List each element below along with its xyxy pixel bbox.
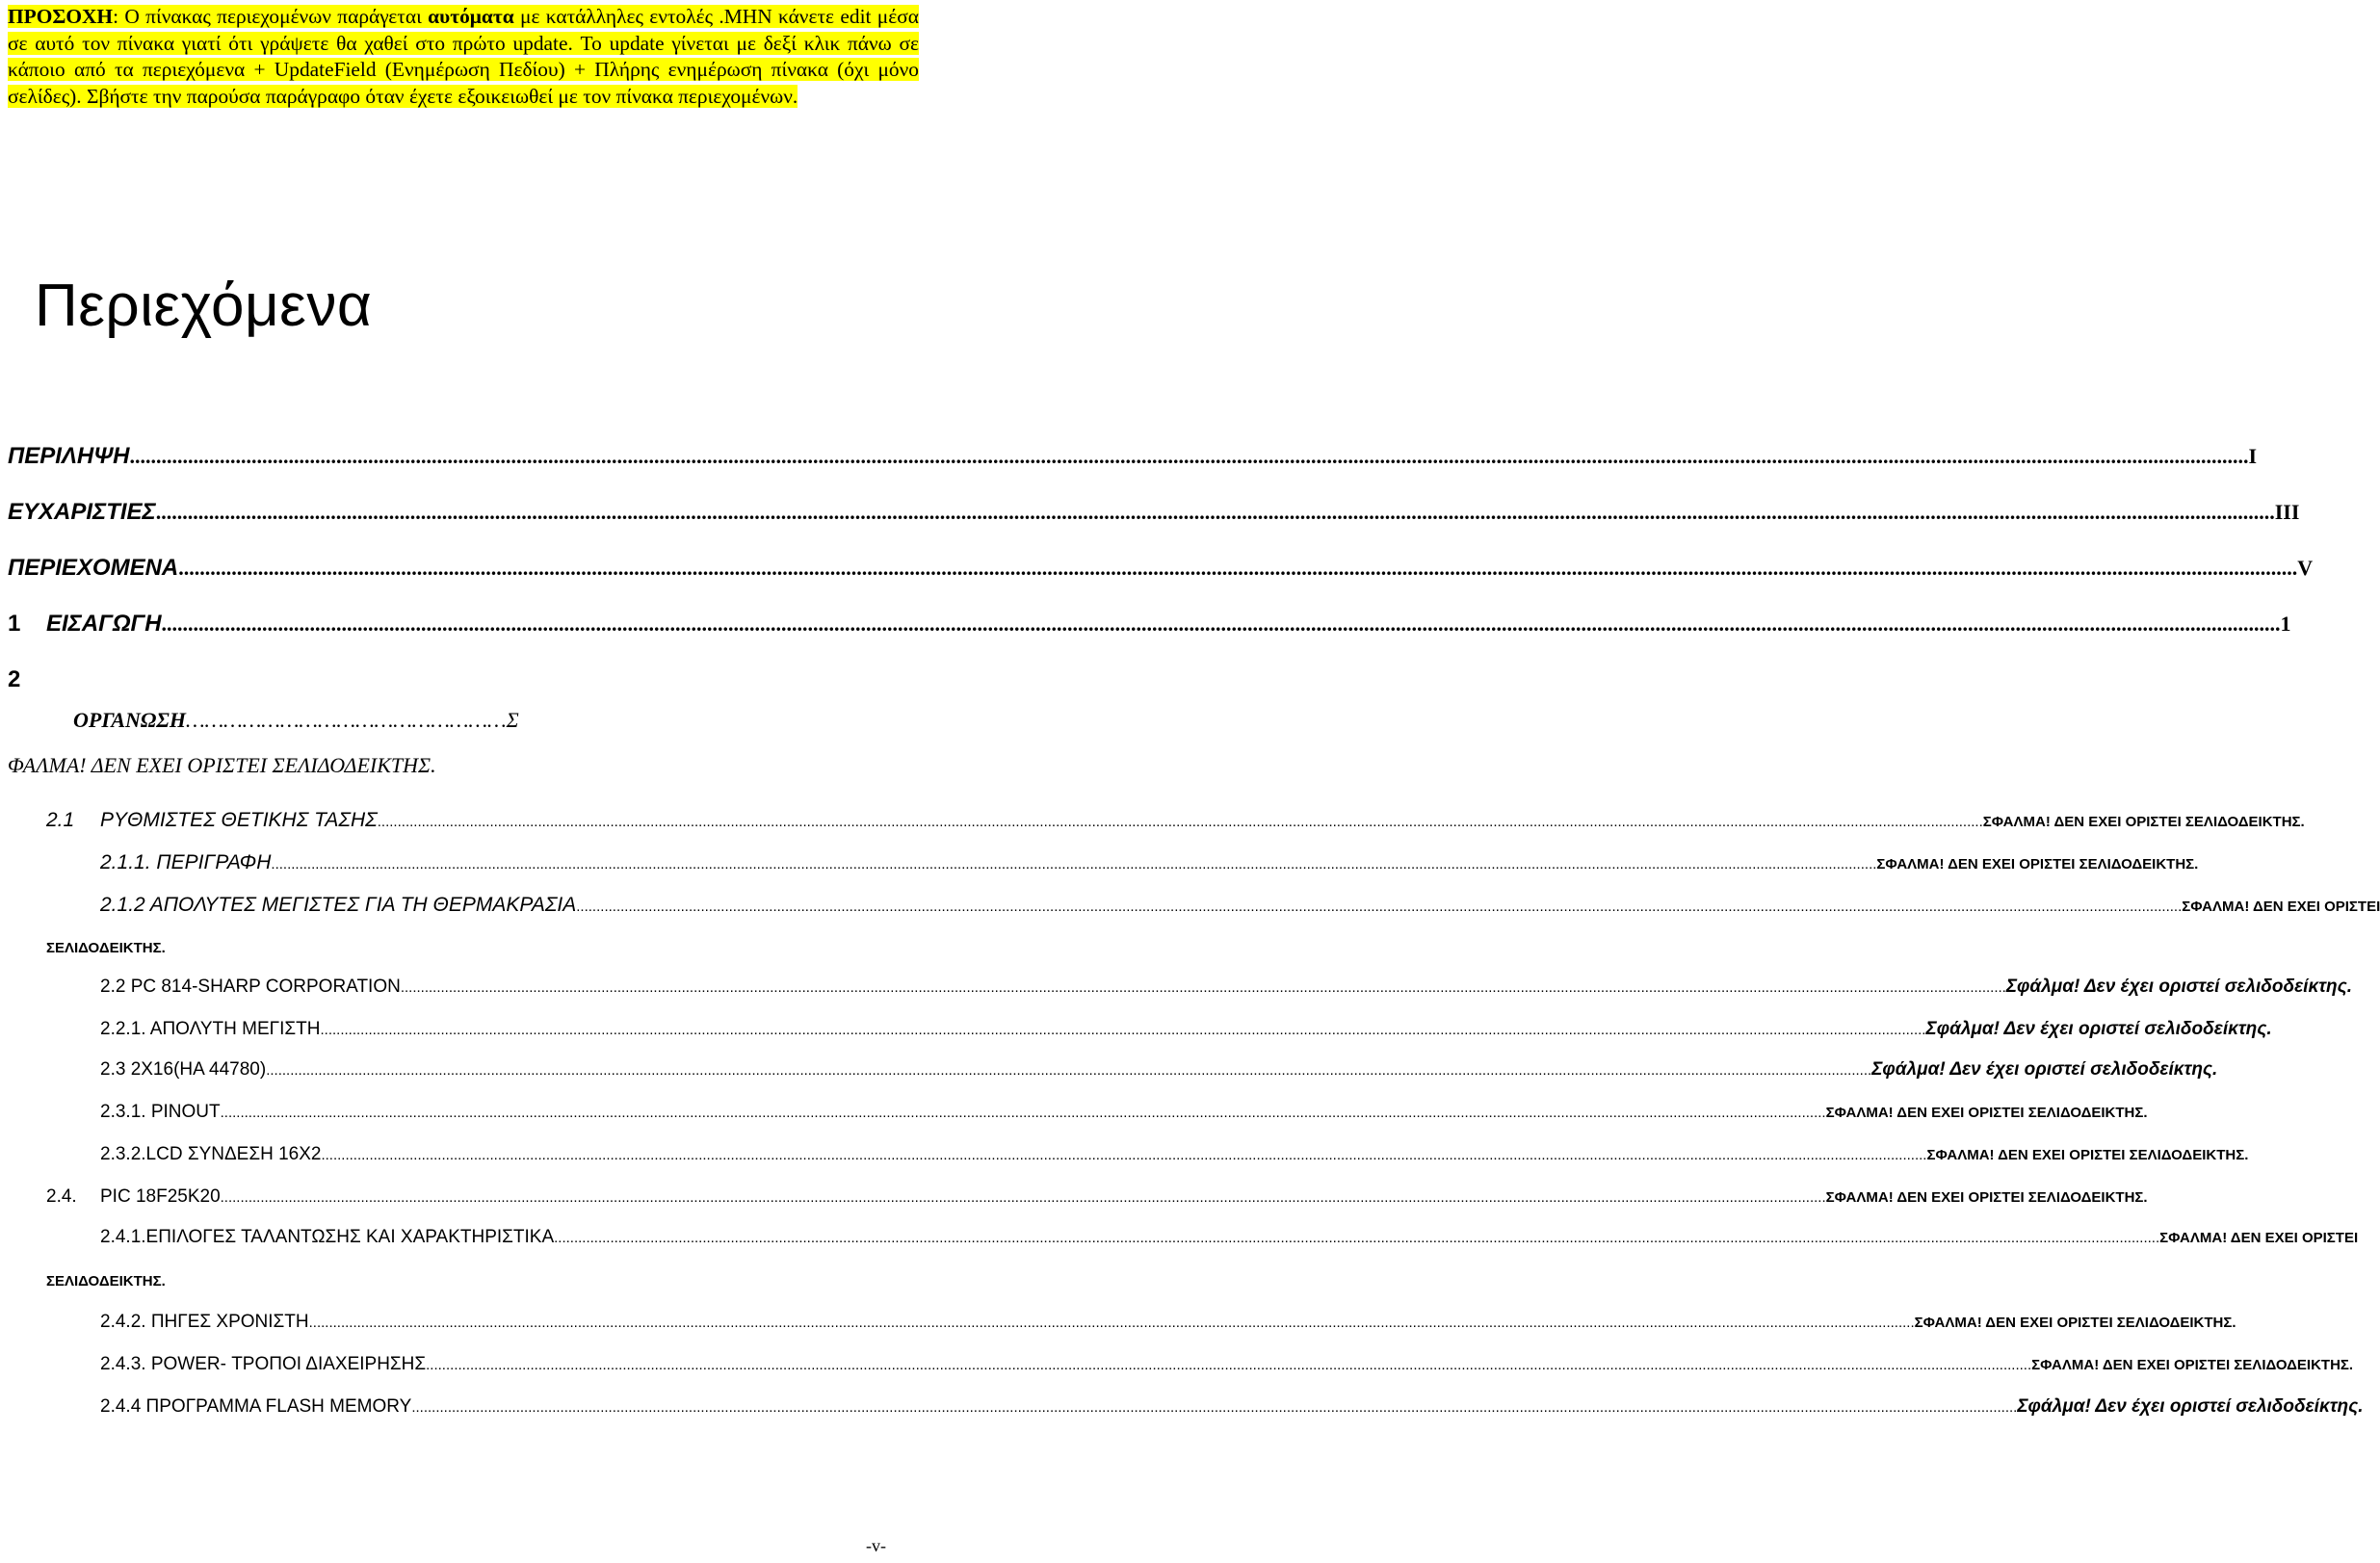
toc-error-text: ΣΦΑΛΜΑ! ΔΕΝ ΕΧΕΙ ΟΡΙΣΤΕΙ ΣΕΛΙΔΟΔΕΙΚΤΗΣ. [1825,1105,2148,1121]
toc-error-text: Σφάλμα! Δεν έχει οριστεί σελιδοδείκτης. [1871,1059,2218,1080]
dot-leader: ................................................................................................................................................................................................................................................................................................................................................................................................................ [321,1147,1927,1163]
toc-error-text: Σ [506,708,519,732]
toc-error-text: ΣΕΛΙΔΟΔΕΙΚΤΗΣ. [46,1273,166,1289]
toc-error-text: Σφάλμα! Δεν έχει οριστεί σελιδοδείκτης. [1925,1019,2272,1039]
toc-entry-label: 2.4.3. POWER- ΤΡΟΠΟΙ ΔΙΑΧΕΙΡΗΣΗΣ [100,1354,427,1374]
toc-title: Περιεχόμενα [35,273,373,339]
toc-entry-label: 2.4.4 ΠΡΟΓΡΑΜΜΑ FLASH MEMORY [100,1396,412,1417]
toc-entry-label: 2.1.2 ΑΠΟΛΥΤΕΣ ΜΕΓΙΣΤΕΣ ΓΙΑ ΤΗ ΘΕΡΜΑΚΡΑΣΙΑ [100,894,577,916]
toc-entry-label: ΡΥΘΜΙΣΤΕΣ ΘΕΤΙΚΗΣ ΤΑΣΗΣ [100,809,378,831]
toc-error-text: Σφάλμα! Δεν έχει οριστεί σελιδοδείκτης. [2017,1396,2364,1417]
dot-leader: ................................................................................................................................................................................................................................................................................................................................................................................................................ [129,444,2249,468]
notice-lead: ΠΡΟΣΟΧΗ [8,5,114,28]
toc-entry-label: 2.2 PC 814-SHARP CORPORATION [100,977,401,997]
notice-text-2: με κατάλληλες εντολές .ΜΗΝ κάνετε edit μέσα σε αυτό τον πίνακα γιατί ότι γράψετε θα χαθεί στο πρώτο update. Το update γίνεται με δεξί κλικ πάνω σε κάποιο από τα περιεχόμενα + UpdateField (Ενημέρωση Πεδίου) + Πλήρης ενημέρωση πίνακα (όχι μόνο σελίδες). Σβήστε την παρούσα παράγραφο όταν έχετε εξοικειωθεί με τον πίνακα περιεχομένων. [8,5,919,108]
toc-entry-label: 2.3.2.LCD ΣΥΝΔΕΣΗ 16Χ2 [100,1144,322,1164]
dot-leader: ................................................................................................................................................................................................................................................................................................................................................................................................................ [308,1315,1915,1331]
toc-error-text: Σφάλμα! Δεν έχει οριστεί σελιδοδείκτης. [2005,977,2352,997]
toc-error-text: ΣΦΑΛΜΑ! ΔΕΝ ΕΧΕΙ ΟΡΙΣΤΕΙ [2159,1230,2359,1246]
toc-entry-2-1[interactable] [46,809,2305,832]
page-number-footer: -v- [866,1536,886,1555]
dot-leader: ................................................................................................................................................................................................................................................................................................................................................................................................................ [178,556,2298,580]
toc-entry-2-4-2[interactable] [100,1312,2236,1333]
toc-entry-number: 1 [8,611,21,637]
toc-page-number: 1 [2280,612,2291,636]
toc-entry-org[interactable] [73,708,519,733]
notice-text-1: : Ο πίνακας περιεχομένων παράγεται [113,5,429,28]
toc-entry-label: 2.3 2X16(HA 44780) [100,1059,267,1080]
dot-leader: ................................................................................................................................................................................................................................................................................................................................................................................................................ [320,1022,1926,1038]
toc-entry-2-3[interactable] [100,1059,2218,1081]
toc-notice [8,4,919,110]
dot-leader: ................................................................................................................................................................................................................................................................................................................................................................................................................ [576,899,2183,915]
toc-error-text: ΣΦΑΛΜΑ! ΔΕΝ ΕΧΕΙ ΟΡΙΣΤΕΙ ΣΕΛΙΔΟΔΕΙΚΤΗΣ. [1825,1189,2148,1206]
dot-leader: ................................................................................................................................................................................................................................................................................................................................................................................................................ [155,500,2275,524]
toc-entry-2-1-1[interactable] [100,851,2199,874]
toc-entry-label: 2.3.1. PINOUT [100,1102,221,1122]
toc-error-text: ΣΦΑΛΜΑ! ΔΕΝ ΕΧΕΙ ΟΡΙΣΤΕΙ ΣΕΛΙΔΟΔΕΙΚΤΗΣ. [1876,856,2199,873]
toc-entry-label: ΕΙΣΑΓΩΓΗ [46,611,162,637]
toc-entry-label: ΟΡΓΑΝΩΣΗ [73,708,187,732]
toc-entry-label: 2.1.1. ΠΕΡΙΓΡΑΦΗ [100,851,272,873]
toc-page-number: V [2297,556,2314,580]
toc-entry-label: ΠΕΡΙΕΧΟΜΕΝΑ [8,555,179,581]
dot-leader: ................................................................................................................................................................................................................................................................................................................................................................................................................ [426,1357,2032,1373]
toc-error-text: ΣΦΑΛΜΑ! ΔΕΝ ΕΧΕΙ ΟΡΙΣΤΕΙ ΣΕΛΙΔΟΔΕΙΚΤΗΣ. [1982,814,2305,830]
dot-leader: …………………………………………… [186,708,507,732]
dot-leader: ................................................................................................................................................................................................................................................................................................................................................................................................................ [554,1230,2160,1246]
dot-leader: ................................................................................................................................................................................................................................................................................................................................................................................................................ [377,814,1983,830]
toc-entry-label: 2.4.1.ΕΠΙΛΟΓΕΣ ΤΑΛΑΝΤΩΣΗΣ ΚΑΙ ΧΑΡΑΚΤΗΡΙΣΤΙΚΑ [100,1227,555,1247]
toc-entry-2-4-4[interactable] [100,1396,2364,1418]
toc-entry-label: 2.2.1. ΑΠΟΛΥΤΗ ΜΕΓΙΣΤΗ [100,1019,321,1039]
toc-page-number: I [2248,444,2258,468]
toc-error-text: ΦΑΛΜΑ! ΔΕΝ ΕΧΕΙ ΟΡΙΣΤΕΙ ΣΕΛΙΔΟΔΕΙΚΤΗΣ. [8,753,436,777]
toc-entry-number: 2.4. [46,1186,77,1207]
toc-entry-intro[interactable] [8,611,2291,638]
dot-leader: ................................................................................................................................................................................................................................................................................................................................................................................................................ [411,1399,2018,1416]
dot-leader: ................................................................................................................................................................................................................................................................................................................................................................................................................ [400,979,2006,996]
toc-entry-contents[interactable] [8,555,2314,582]
toc-entry-2-3-2[interactable] [100,1144,2249,1165]
toc-error-text: ΣΦΑΛΜΑ! ΔΕΝ ΕΧΕΙ ΟΡΙΣΤΕΙ ΣΕΛΙΔΟΔΕΙΚΤΗΣ. [1926,1147,2249,1163]
dot-leader: ................................................................................................................................................................................................................................................................................................................................................................................................................ [266,1062,1872,1079]
toc-error-text: ΣΦΑΛΜΑ! ΔΕΝ ΕΧΕΙ ΟΡΙΣΤΕΙ ΣΕΛΙΔΟΔΕΙΚΤΗΣ. [2031,1357,2354,1373]
toc-entry-label: ΕΥΧΑΡΙΣΤΙΕΣ [8,499,156,525]
toc-entry-2-4-1[interactable] [100,1227,2359,1248]
toc-entry-2-2-1[interactable] [100,1019,2272,1040]
toc-entry-2-3-1[interactable] [100,1102,2148,1123]
dot-leader: ................................................................................................................................................................................................................................................................................................................................................................................................................ [220,1105,1826,1121]
toc-error-text: ΣΦΑΛΜΑ! ΔΕΝ ΕΧΕΙ ΟΡΙΣΤΕΙ [2182,899,2380,915]
toc-error-text: ΣΕΛΙΔΟΔΕΙΚΤΗΣ. [46,940,166,956]
toc-entry-label: ΠΕΡΙΛΗΨΗ [8,443,130,469]
toc-entry-2-1-2[interactable] [100,894,2380,917]
toc-page-number: III [2274,500,2300,524]
dot-leader: ................................................................................................................................................................................................................................................................................................................................................................................................................ [161,612,2281,636]
toc-error-text: ΣΦΑΛΜΑ! ΔΕΝ ΕΧΕΙ ΟΡΙΣΤΕΙ ΣΕΛΙΔΟΔΕΙΚΤΗΣ. [1914,1315,2236,1331]
toc-entry-number: 2 [8,666,21,692]
notice-bold: αυτόματα [428,5,514,28]
toc-entry-abstract[interactable] [8,443,2258,470]
toc-entry-label: 2.4.2. ΠΗΓΕΣ ΧΡΟΝΙΣΤΗ [100,1312,309,1332]
dot-leader: ................................................................................................................................................................................................................................................................................................................................................................................................................ [220,1189,1826,1206]
toc-entry-2-4[interactable] [46,1186,2148,1208]
toc-entry-label: PIC 18F25K20 [100,1186,221,1207]
dot-leader: ................................................................................................................................................................................................................................................................................................................................................................................................................ [271,856,1877,873]
toc-entry-2-4-3[interactable] [100,1354,2354,1375]
toc-entry-number: 2.1 [46,809,75,831]
toc-entry-thanks[interactable] [8,499,2300,526]
toc-entry-2-2[interactable] [100,977,2352,998]
